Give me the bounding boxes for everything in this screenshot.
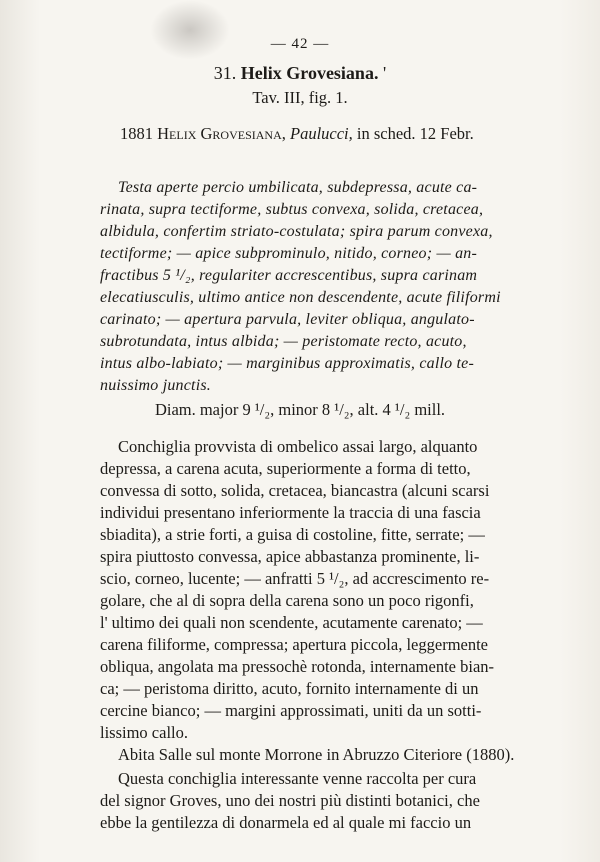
latin-line: intus albo-labiato; — marginibus approximatis, callo te- (100, 355, 475, 372)
reference-year: 1881 (120, 124, 153, 143)
italian-line: individui presentano inferiormente la traccia di una fascia (100, 503, 481, 522)
latin-line: subrotundata, intus albida; — peristomate recto, acuto, (100, 333, 467, 350)
plate-reference: Tav. III, fig. 1. (252, 88, 348, 107)
italian-line: cercine bianco; — margini approssimati, uniti da un sotti- (100, 701, 482, 720)
closing-line: del signor Groves, uno dei nostri più distinti botanici, che (100, 791, 480, 810)
bibliographic-reference (120, 124, 474, 144)
latin-line: tectiforme; — apice subprominulo, nitido, corneo; — an- (100, 245, 478, 262)
latin-line: rinata, supra tectiforme, subtus convexa, solida, cretacea, (100, 201, 484, 218)
italian-line: Conchiglia provvista di ombelico assai largo, alquanto (118, 437, 478, 456)
species-mark: ' (382, 63, 387, 83)
italian-line: obliqua, angolata ma pressochè rotonda, internamente bian- (100, 657, 495, 676)
italian-line: golare, che al di sopra della carena sono un poco rigonfi, (100, 591, 474, 610)
latin-line: elecatiusculis, ultimo antice non descendente, acute filiformi (100, 289, 501, 306)
italian-line: convessa di sotto, solida, cretacea, biancastra (alcuni scarsi (100, 481, 490, 500)
reference-name: Helix Grovesiana, (157, 124, 286, 143)
species-number: 31. (213, 63, 237, 83)
page-number: — 42 — (270, 36, 330, 52)
species-name: Helix Grovesiana. (240, 63, 379, 83)
closing-line: ebbe la gentilezza di donarmela ed al quale mi faccio un (100, 813, 472, 832)
latin-line: fractibus 5 ¹/₂, regulariter accrescentibus, supra carinam (100, 267, 478, 284)
italian-line: carena filiforme, compressa; apertura piccola, leggermente (100, 635, 489, 654)
italian-line: spira piuttosto convessa, apice abbastanza prominente, li- (100, 547, 480, 566)
italian-line: l' ultimo dei quali non scendente, acutamente carenato; — (100, 613, 483, 632)
italian-line: ca; — peristoma diritto, acuto, fornito internamente di un (100, 679, 479, 698)
italian-line: sbiadita), a strie forti, a guisa di costoline, fitte, serrate; — (100, 525, 485, 544)
latin-line: Testa aperte percio umbilicata, subdepressa, acute ca- (118, 179, 478, 196)
italian-line: scio, corneo, lucente; — anfratti 5 ¹/₂, ad accrescimento re- (100, 569, 490, 588)
reference-author: Paulucci, (290, 124, 353, 143)
habitat: Abita Salle sul monte Morrone in Abruzzo Citeriore (1880). (118, 745, 515, 764)
italian-line: lissimo callo. (100, 723, 188, 742)
reference-note: in sched. 12 Febr. (356, 124, 474, 143)
latin-line: carinato; — apertura parvula, leviter obliqua, angulato- (100, 311, 475, 328)
closing-line: Questa conchiglia interessante venne raccolta per cura (118, 769, 477, 788)
measurements: Diam. major 9 ¹/₂, minor 8 ¹/₂, alt. 4 ¹/₂ mill. (154, 400, 446, 419)
latin-line: albidula, confertim striato-costulata; spira parum convexa, (100, 223, 493, 240)
italian-line: depressa, a carena acuta, superiormente a forma di tetto, (100, 459, 471, 478)
species-heading (0, 63, 600, 83)
latin-line: nuissimo junctis. (100, 377, 211, 394)
